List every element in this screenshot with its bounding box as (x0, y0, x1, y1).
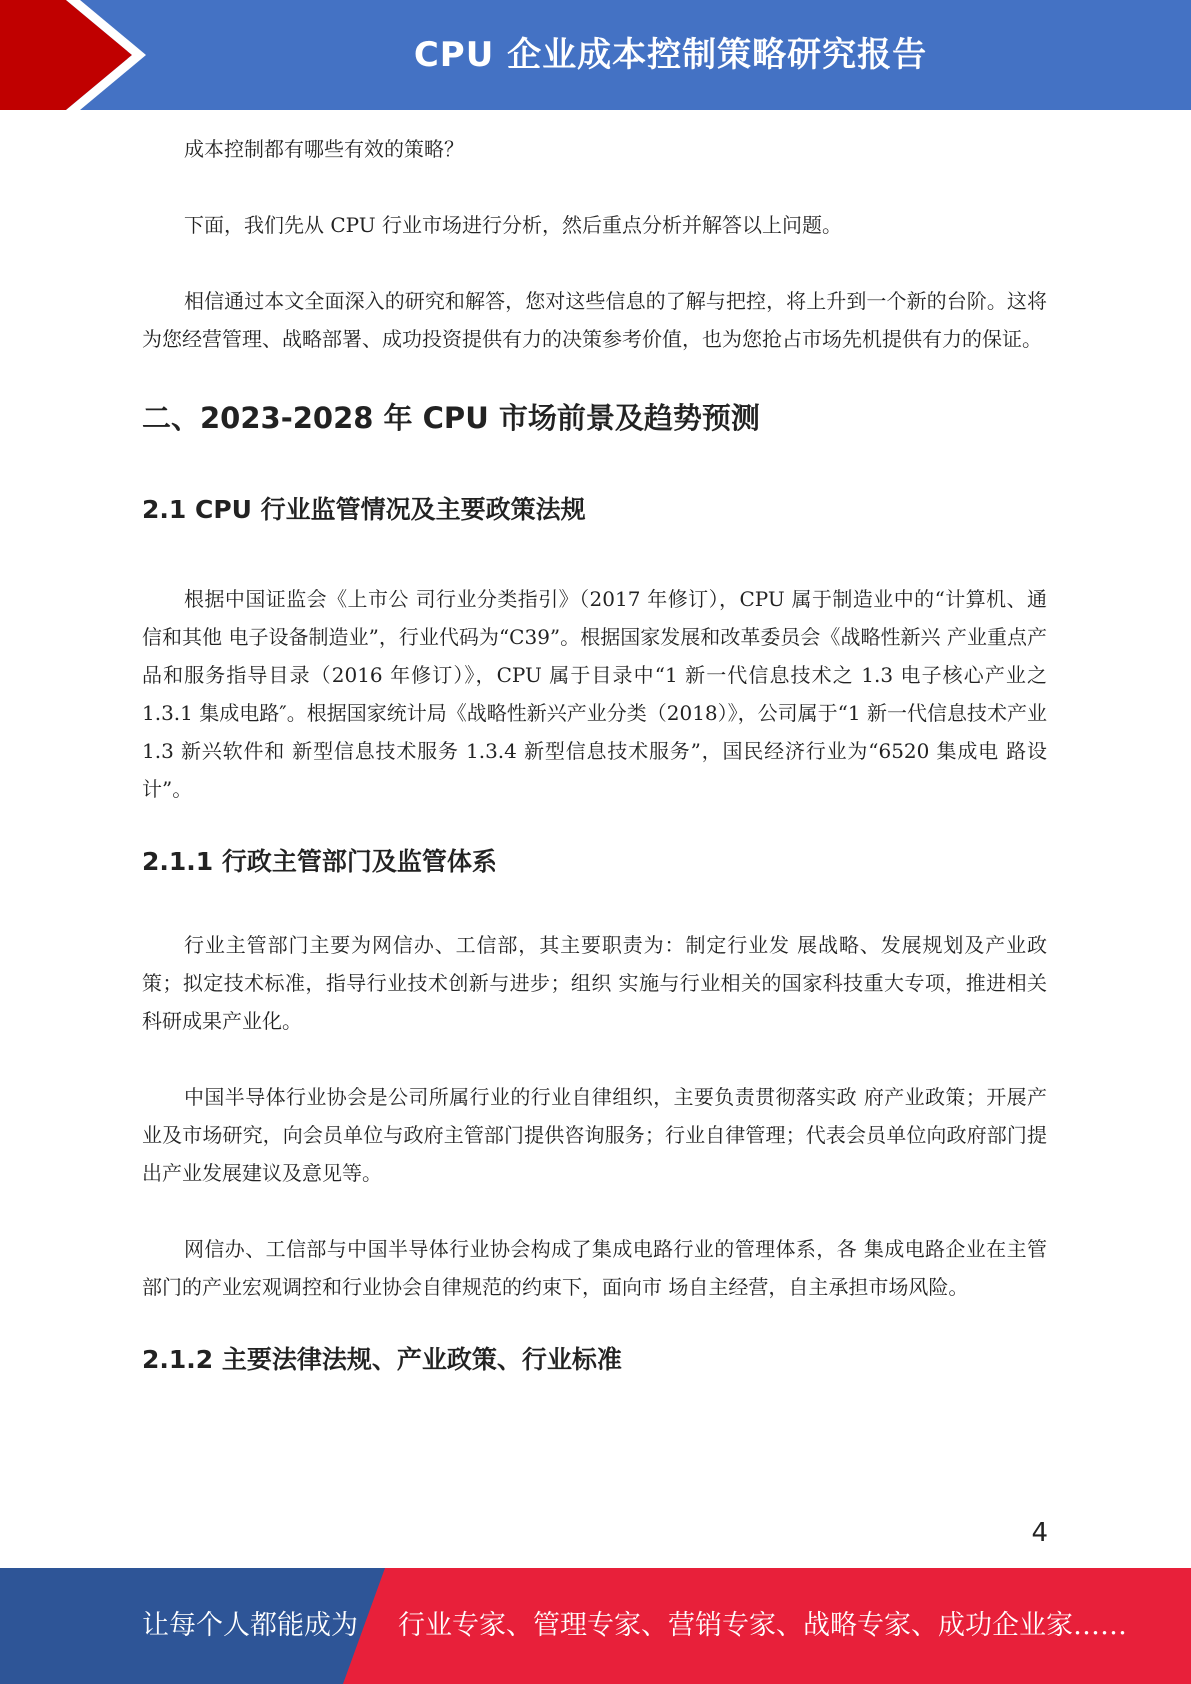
paragraph: 网信办、工信部与中国半导体行业协会构成了集成电路行业的管理体系，各 集成电路企业在主管部门的产业宏观调控和行业协会自律规范的约束下，面向市 场自主经营，自主承担市场风险。 (142, 1237, 1047, 1299)
subsection-heading: 2.1 CPU 行业监管情况及主要政策法规 (142, 495, 586, 524)
paragraph: 相信通过本文全面深入的研究和解答，您对这些信息的了解与把控，将上升到一个新的台阶。这将为您经营管理、战略部署、成功投资提供有力的决策参考价值，也为您抢占市场先机提供有力的保证。 (142, 289, 1047, 351)
paragraph: 成本控制都有哪些有效的策略？ (184, 137, 464, 161)
paragraph: 中国半导体行业协会是公司所属行业的行业自律组织，主要负责贯彻落实政 府产业政策；开展产业及市场研究，向会员单位与政府主管部门提供咨询服务；行业自律管理；代表会员单位向政府部门提出产业发展建议及意见等。 (142, 1085, 1047, 1185)
subsection-heading: 2.1.2 主要法律法规、产业政策、行业标准 (142, 1345, 622, 1374)
header-chevron-decoration (0, 0, 160, 110)
paragraph: 根据中国证监会《上市公 司行业分类指引》（2017 年修订），CPU 属于制造业中的“计算机、通信和其他 电子设备制造业”，行业代码为“C39”。根据国家发展和改革委员会《战略性新兴 产业重点产品和服务指导目录（2016 年修订）》，CPU 属于目录中“1 新一代信息技术之 1.3 电子核心产业之 1.3.1 集成电路″。根据国家统计局《战略性新兴产业分类（2018）》，公司属于“1 新一代信息技术产业 1.3 新兴软件和 新型信息技术服务 1.3.4 新型信息技术服务”，国民经济行业为“6520 集成电 路设计”。 (142, 587, 1047, 801)
page-number: 4 (1031, 1518, 1048, 1548)
page-footer (0, 1568, 1191, 1684)
paragraph: 下面，我们先从 CPU 行业市场进行分析，然后重点分析并解答以上问题。 (184, 213, 842, 237)
document-body (142, 130, 1047, 1378)
subsection-heading: 2.1.1 行政主管部门及监管体系 (142, 847, 497, 876)
footer-slogan-right: 行业专家、管理专家、营销专家、战略专家、成功企业家…… (398, 1610, 1127, 1641)
report-title: CPU 企业成本控制策略研究报告 (413, 35, 928, 75)
paragraph: 行业主管部门主要为网信办、工信部，其主要职责为：制定行业发 展战略、发展规划及产业政策；拟定技术标准，指导行业技术创新与进步；组织 实施与行业相关的国家科技重大专项，推进相关科研成果产业化。 (142, 933, 1047, 1033)
page-header (0, 0, 1191, 110)
section-heading: 二、2023-2028 年 CPU 市场前景及趋势预测 (142, 401, 760, 435)
footer-slogan-left: 让每个人都能成为 (142, 1610, 358, 1641)
